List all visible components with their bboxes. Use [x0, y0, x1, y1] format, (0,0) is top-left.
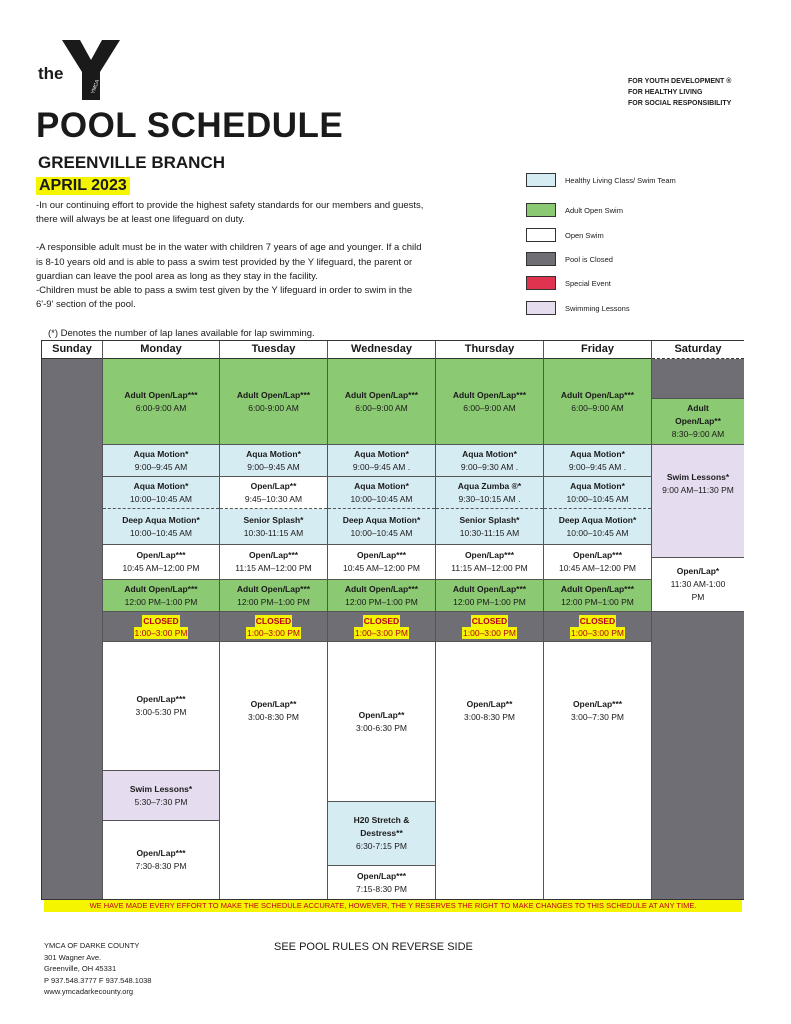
slot-time: 9:00–9:30 AM . [460, 461, 519, 472]
slot-name: Adult Open/Lap*** [236, 583, 311, 594]
schedule-slot [652, 399, 744, 445]
slot-name: Open/Lap** [358, 709, 405, 720]
pool-rules-note: SEE POOL RULES ON REVERSE SIDE [274, 941, 473, 953]
slot-time: 9:45–10:30 AM [244, 493, 303, 504]
schedule-slot [220, 580, 327, 612]
column-wednesday [328, 341, 436, 899]
schedule-slot [328, 509, 435, 545]
slot-name: Open/Lap*** [572, 699, 623, 709]
schedule-slot [220, 545, 327, 580]
slot-name: Open/Lap*** [572, 550, 623, 560]
slot-time: 1:00–3:00 PM [247, 627, 300, 638]
slot-name: Swim Lessons* [666, 472, 730, 482]
schedule-slot [220, 445, 327, 477]
slot-name: Open/Lap** [250, 480, 297, 491]
slot-time: 3:00-8:30 PM [247, 712, 300, 722]
lap-lanes-note: (*) Denotes the number of lap lanes available for lap swimming. [48, 328, 315, 339]
slot-time: 10:00–10:45 AM [566, 527, 629, 538]
slot-name: H20 Stretch & Destress** [353, 815, 410, 838]
slot-name: Adult Open/Lap*** [236, 389, 311, 400]
schedule-slot [436, 445, 543, 477]
legend-swatch [526, 173, 556, 187]
slot-time: 12:00 PM–1:00 PM [345, 596, 418, 607]
schedule-slot [544, 580, 651, 612]
address-line: YMCA OF DARKE COUNTY [44, 941, 140, 950]
schedule-slot [103, 771, 219, 821]
schedule-slot [544, 477, 651, 509]
slot-time: 11:15 AM–12:00 PM [235, 563, 312, 573]
branch-name: GREENVILLE BRANCH [38, 153, 226, 172]
column-saturday [652, 341, 744, 899]
day-header: Saturday [652, 341, 744, 359]
slot-time: 10:00–10:45 AM [566, 493, 629, 504]
note-paragraph: -Children must be able to pass a swim test given by the Y lifeguard in order to swim in the 6'-9' section of the pool. [36, 285, 413, 311]
schedule-slot [544, 445, 651, 477]
day-header: Thursday [436, 341, 543, 359]
slot-name: Aqua Motion* [133, 448, 189, 459]
slot-time: 6:30-7:15 PM [355, 841, 408, 851]
slot-name: Open/Lap*** [136, 550, 186, 560]
slot-time: 9:30–10:15 AM . [458, 493, 521, 504]
schedule-slot [220, 509, 327, 545]
schedule-slot [436, 477, 543, 509]
slot-name: Aqua Motion* [133, 480, 189, 491]
slot-time: 12:00 PM–1:00 PM [237, 596, 310, 607]
slot-name: Open/Lap* [676, 566, 720, 576]
slot-name: Open/Lap** [250, 699, 297, 709]
schedule-slot [103, 509, 219, 545]
slot-name: Adult Open/Lap** [675, 403, 721, 426]
legend-label: Special Event [565, 278, 611, 288]
slot-name: Open/Lap*** [136, 848, 186, 858]
slot-name: Open/Lap*** [356, 550, 407, 560]
slot-name: Adult Open/Lap*** [124, 389, 198, 400]
website-link[interactable]: www.ymcadarkecounty.org [44, 987, 134, 996]
page-title: POOL SCHEDULE [36, 106, 344, 145]
slot-name: CLOSED [363, 615, 400, 626]
day-header: Sunday [42, 341, 102, 359]
legend-swatch [526, 252, 556, 266]
schedule-slot [436, 509, 543, 545]
schedule-slot [328, 642, 435, 802]
schedule-slot-closed [652, 612, 744, 899]
slot-time: 9:00–9:45 AM . [568, 461, 627, 472]
day-header: Wednesday [328, 341, 435, 359]
schedule-slot [652, 558, 744, 612]
address-block [44, 940, 151, 998]
legend-item [526, 227, 604, 243]
slot-time: 10:45 AM–12:00 PM [342, 563, 421, 573]
slot-name: Adult Open/Lap*** [560, 583, 635, 594]
column-friday [544, 341, 652, 899]
schedule-slot [103, 477, 219, 509]
schedule-slot [103, 821, 219, 899]
schedule-slot [220, 359, 327, 445]
legend-swatch [526, 228, 556, 242]
slot-name: CLOSED [143, 615, 179, 626]
slot-time: 1:00–3:00 PM [134, 627, 188, 638]
slot-time: 9:00–9:45 AM . [352, 461, 411, 472]
schedule-slot [328, 359, 435, 445]
legend-item [526, 251, 613, 267]
schedule-slot [328, 802, 435, 866]
slot-name: Aqua Motion* [354, 480, 409, 491]
schedule-slot [328, 445, 435, 477]
schedule-slot [103, 359, 219, 445]
slot-name: Deep Aqua Motion* [342, 514, 421, 525]
schedule-table [41, 340, 744, 900]
slot-time: 11:30 AM-1:00 PM [670, 579, 726, 602]
slot-time: 9:00–9:45 AM [247, 461, 300, 472]
slot-name: Aqua Motion* [462, 448, 517, 459]
slot-time: 7:15-8:30 PM [355, 883, 408, 894]
policy-notes [36, 199, 426, 326]
schedule-slot [328, 545, 435, 580]
column-tuesday [220, 341, 328, 899]
slot-name: Aqua Motion* [570, 480, 625, 491]
slot-name: Adult Open/Lap*** [560, 389, 635, 400]
legend-item [526, 202, 623, 218]
slot-name: Adult Open/Lap*** [344, 583, 419, 594]
schedule-slot [436, 642, 543, 899]
legend-swatch [526, 203, 556, 217]
legend-label: Pool is Closed [565, 254, 613, 264]
slot-time: 12:00 PM–1:00 PM [124, 596, 198, 607]
slot-name: Aqua Motion* [246, 448, 301, 459]
schedule-slot [103, 545, 219, 580]
slot-time: 10:00–10:45 AM [130, 493, 192, 504]
slot-time: 8:30–9:00 AM [671, 429, 725, 439]
slot-time: 1:00–3:00 PM [571, 627, 624, 638]
slot-name: Open/Lap*** [356, 870, 407, 881]
slot-name: CLOSED [579, 615, 616, 626]
legend-swatch [526, 276, 556, 290]
legend-label: Swimming Lessons [565, 303, 630, 313]
slot-time: 5:30–7:30 PM [134, 796, 188, 807]
slot-name: Swim Lessons* [129, 783, 193, 794]
schedule-slot [328, 866, 435, 899]
schedule-slot [103, 580, 219, 612]
slot-name: Adult Open/Lap*** [452, 583, 527, 594]
month-label: APRIL 2023 [36, 177, 130, 195]
slot-time: 6:00–9:00 AM [463, 402, 516, 413]
day-header: Monday [103, 341, 219, 359]
schedule-slot [544, 642, 651, 899]
legend-label: Open Swim [565, 230, 604, 240]
schedule-slot [544, 545, 651, 580]
schedule-slot-closed [436, 612, 543, 642]
mission-line: FOR SOCIAL RESPONSIBILITY [628, 100, 732, 107]
slot-time: 12:00 PM–1:00 PM [453, 596, 526, 607]
slot-name: Adult Open/Lap*** [452, 389, 527, 400]
slot-time: 10:30-11:15 AM [243, 527, 304, 538]
schedule-slot [652, 445, 744, 558]
note-paragraph: -In our continuing effort to provide the highest safety standards for our members and guests, there will always be at least one lifeguard on duty. [36, 200, 424, 226]
slot-time: 6:00–9:00 AM [355, 402, 408, 413]
ymca-small-text: YMCA [90, 79, 101, 95]
column-thursday [436, 341, 544, 899]
slot-time: 6:00–9:00 AM [571, 402, 624, 413]
address-line: P 937.548.3777 F 937.548.1038 [44, 975, 152, 985]
legend-label: Adult Open Swim [565, 205, 623, 215]
legend-label: Healthy Living Class/ Swim Team [565, 175, 676, 185]
legend-item [526, 172, 676, 188]
schedule-slot [220, 642, 327, 899]
day-header: Tuesday [220, 341, 327, 359]
schedule-slot [436, 580, 543, 612]
schedule-slot-closed [328, 612, 435, 642]
schedule-slot [328, 477, 435, 509]
slot-name: Aqua Motion* [570, 448, 625, 459]
slot-time: 10:00–10:45 AM [130, 527, 192, 538]
slot-name: Open/Lap*** [248, 550, 299, 560]
slot-time: 10:45 AM–12:00 PM [122, 563, 200, 573]
slot-name: Open/Lap*** [136, 694, 186, 704]
slot-time: 9:00 AM–11:30 PM [662, 485, 734, 495]
schedule-slot [436, 359, 543, 445]
column-sunday [42, 341, 103, 899]
slot-name: Senior Splash* [459, 514, 520, 525]
disclaimer-bar: WE HAVE MADE EVERY EFFORT TO MAKE THE SCHEDULE ACCURATE, HOWEVER, THE Y RESERVES THE RIGHT TO MAKE CHANGES TO THIS SCHEDULE AT ANY TIME. [44, 900, 742, 912]
slot-time: 3:00–7:30 PM [571, 712, 624, 722]
slot-name: Open/Lap*** [464, 550, 515, 560]
schedule-slot [544, 359, 651, 445]
legend-item [526, 275, 611, 291]
logo-the-text: the [38, 64, 64, 83]
slot-name: CLOSED [471, 615, 508, 626]
schedule-slot-closed [544, 612, 651, 642]
slot-time: 3:00-6:30 PM [355, 722, 408, 733]
schedule-slot-closed [220, 612, 327, 642]
schedule-slot [220, 477, 327, 509]
slot-name: CLOSED [255, 615, 292, 626]
slot-time: 3:00-5:30 PM [135, 707, 187, 717]
slot-name: Aqua Motion* [354, 448, 409, 459]
note-paragraph: -A responsible adult must be in the water with children 7 years of age and younger. If a child is 8-10 years old and is able to pass a swim test provided by the Y lifeguard, the parent or guardian can leave the pool area as long as they stay in the facility. [36, 242, 422, 282]
slot-time: 7:30-8:30 PM [135, 861, 187, 871]
slot-name: Senior Splash* [243, 514, 304, 525]
schedule-slot [328, 580, 435, 612]
day-header: Friday [544, 341, 651, 359]
slot-name: Adult Open/Lap*** [344, 389, 419, 400]
slot-time: 10:30-11:15 AM [459, 527, 520, 538]
slot-time: 9:00–9:45 AM [134, 461, 188, 472]
slot-time: 12:00 PM–1:00 PM [561, 596, 634, 607]
slot-time: 11:15 AM–12:00 PM [451, 563, 528, 573]
slot-time: 6:00-9:00 AM [248, 402, 299, 413]
slot-time: 10:45 AM–12:00 PM [558, 563, 637, 573]
schedule-slot-closed [103, 612, 219, 642]
slot-time: 1:00–3:00 PM [463, 627, 516, 638]
column-monday [103, 341, 220, 899]
slot-name: Deep Aqua Motion* [558, 514, 637, 525]
schedule-slot [436, 545, 543, 580]
ymca-y-logo [58, 38, 124, 102]
slot-time: 10:00–10:45 AM [350, 527, 413, 538]
schedule-slot-closed [652, 359, 744, 399]
mission-line: FOR HEALTHY LIVING [628, 89, 703, 96]
address-line: 301 Wagner Ave. [44, 952, 102, 962]
slot-time: 6:00-9:00 AM [135, 402, 187, 413]
slot-time: 10:00–10:45 AM [350, 493, 413, 504]
slot-name: Deep Aqua Motion* [122, 514, 200, 525]
schedule-slot [103, 642, 219, 771]
slot-name: Adult Open/Lap*** [124, 583, 198, 594]
address-line: Greenville, OH 45331 [44, 964, 117, 973]
slot-name: Aqua Zumba ®* [457, 480, 522, 491]
schedule-slot [103, 445, 219, 477]
slot-time: 1:00–3:00 PM [355, 627, 408, 638]
slot-name: Open/Lap** [466, 699, 513, 709]
legend-item [526, 300, 630, 316]
legend-swatch [526, 301, 556, 315]
mission-line: FOR YOUTH DEVELOPMENT ® [628, 78, 732, 85]
schedule-slot [544, 509, 651, 545]
mission-statement [628, 76, 731, 109]
slot-time: 3:00-8:30 PM [463, 712, 516, 722]
